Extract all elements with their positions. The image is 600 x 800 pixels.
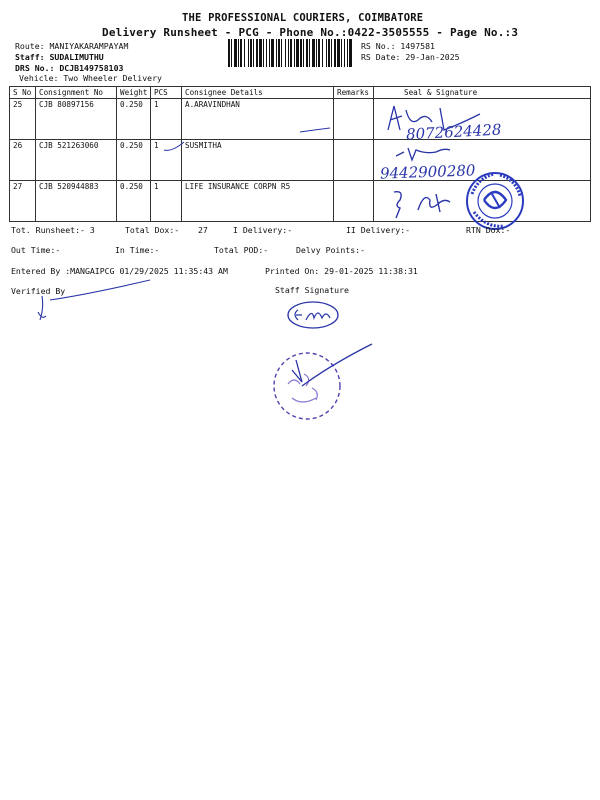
cell-consignee: LIFE INSURANCE CORPN R5 xyxy=(182,181,334,222)
cell-weight: 0.250 xyxy=(117,99,151,140)
col-header-seal: Seal & Signature xyxy=(374,87,591,99)
handwritten-phone-2: 9442900280 xyxy=(379,161,476,183)
barcode-graphic xyxy=(228,39,352,67)
cell-pcs: 1 xyxy=(151,99,182,140)
barcode-bar xyxy=(306,39,308,67)
barcode-bar xyxy=(294,39,295,67)
col-header-pcs: PCS xyxy=(151,87,182,99)
barcode-bar xyxy=(341,39,342,67)
barcode-bar xyxy=(300,39,302,67)
barcode-bar xyxy=(253,39,254,67)
pcs-tick-26 xyxy=(160,140,190,154)
barcode-bar xyxy=(337,39,340,67)
rtn-dox: RTN Dox:- xyxy=(466,225,511,235)
barcode-bar xyxy=(288,39,289,67)
total-dox-label: Total Dox:- xyxy=(125,225,180,235)
verified-by-label: Verified By xyxy=(11,286,66,296)
col-header-consignee: Consignee Details xyxy=(182,87,334,99)
staff-signature-label: Staff Signature xyxy=(275,285,349,295)
rs-date: RS Date: 29-Jan-2025 xyxy=(361,52,460,62)
barcode-bar xyxy=(349,39,352,67)
handwritten-phone-1: 8072624428 xyxy=(405,120,502,144)
staff-signature xyxy=(284,298,344,332)
barcode-bar xyxy=(238,39,239,67)
cell-remarks xyxy=(334,99,374,140)
barcode-bar xyxy=(263,39,264,67)
vehicle-label: Vehicle: Two Wheeler Delivery xyxy=(19,73,162,83)
entered-by: Entered By :MANGAIPCG 01/29/2025 11:35:43 AM xyxy=(11,266,228,276)
cell-weight: 0.250 xyxy=(117,140,151,181)
company-title: THE PROFESSIONAL COURIERS, COIMBATORE xyxy=(182,12,424,24)
barcode-bar xyxy=(285,39,286,67)
barcode-bar xyxy=(318,39,320,67)
route-label: Route: MANIYAKARAMPAYAM xyxy=(15,41,129,51)
barcode-bar xyxy=(248,39,249,67)
barcode-bar xyxy=(290,39,292,67)
runsheet-subtitle: Delivery Runsheet - PCG - Phone No.:0422-3505555 - Page No.:3 xyxy=(102,26,519,39)
barcode-bar xyxy=(259,39,262,67)
in-time: In Time:- xyxy=(115,245,160,255)
rs-number: RS No.: 1497581 xyxy=(361,41,435,51)
barcode-bar xyxy=(269,39,270,67)
cell-pcs: 1 xyxy=(151,140,182,181)
total-pod: Total POD:- xyxy=(214,245,269,255)
consignee-mark-25 xyxy=(296,124,336,136)
cell-consignee: SUSMITHA xyxy=(182,140,334,181)
barcode-bar xyxy=(347,39,348,67)
barcode-bar xyxy=(322,39,323,67)
verified-by-signature xyxy=(20,276,170,324)
barcode-bar xyxy=(234,39,237,67)
barcode-bar xyxy=(256,39,258,67)
table-header-row xyxy=(10,87,591,99)
barcode-bar xyxy=(303,39,304,67)
signature-row-26 xyxy=(392,144,462,164)
col-header-consignment: Consignment No xyxy=(36,87,117,99)
barcode-bar xyxy=(281,39,282,67)
cell-sno: 27 xyxy=(10,181,36,222)
barcode-bar xyxy=(309,39,310,67)
staff-label: Staff: SUDALIMUTHU xyxy=(15,52,104,62)
barcode-bar xyxy=(334,39,336,67)
drs-number: DRS No.: DCJB149758103 xyxy=(15,63,124,73)
barcode-bar xyxy=(244,39,245,67)
tot-runsheet: Tot. Runsheet:- 3 xyxy=(11,225,95,235)
cell-consignment: CJB 521263060 xyxy=(36,140,117,181)
barcode-bar xyxy=(316,39,317,67)
cell-consignment: CJB 520944883 xyxy=(36,181,117,222)
barcode-bar xyxy=(278,39,280,67)
col-header-sno: S No xyxy=(10,87,36,99)
office-stamp xyxy=(262,340,382,430)
barcode-bar xyxy=(331,39,332,67)
col-header-weight: Weight xyxy=(117,87,151,99)
ii-delivery: II Delivery:- xyxy=(346,225,411,235)
barcode-bar xyxy=(266,39,267,67)
barcode-bar xyxy=(296,39,299,67)
cell-sno: 26 xyxy=(10,140,36,181)
out-time: Out Time:- xyxy=(11,245,61,255)
barcode-bar xyxy=(271,39,274,67)
barcode-bar xyxy=(240,39,242,67)
cell-remarks xyxy=(334,140,374,181)
signature-row-27 xyxy=(384,186,474,222)
cell-consignee: A.ARAVINDHAN xyxy=(182,99,334,140)
cell-sno: 25 xyxy=(10,99,36,140)
barcode-bar xyxy=(344,39,345,67)
barcode-bar xyxy=(250,39,252,67)
barcode-bar xyxy=(276,39,277,67)
barcode-bar xyxy=(326,39,327,67)
barcode-bar xyxy=(328,39,330,67)
barcode-bar xyxy=(312,39,315,67)
barcode-bar xyxy=(231,39,232,67)
col-header-remarks: Remarks xyxy=(334,87,374,99)
barcode-bar xyxy=(228,39,230,67)
i-delivery: I Delivery:- xyxy=(233,225,293,235)
cell-consignment: CJB 80897156 xyxy=(36,99,117,140)
lic-stamp xyxy=(464,170,526,232)
printed-on: Printed On: 29-01-2025 11:38:31 xyxy=(265,266,418,276)
cell-weight: 0.250 xyxy=(117,181,151,222)
cell-remarks xyxy=(334,181,374,222)
total-dox-value: 27 xyxy=(198,225,208,235)
signature-row-25 xyxy=(380,100,500,136)
delvy-points: Delvy Points:- xyxy=(296,245,366,255)
cell-pcs: 1 xyxy=(151,181,182,222)
